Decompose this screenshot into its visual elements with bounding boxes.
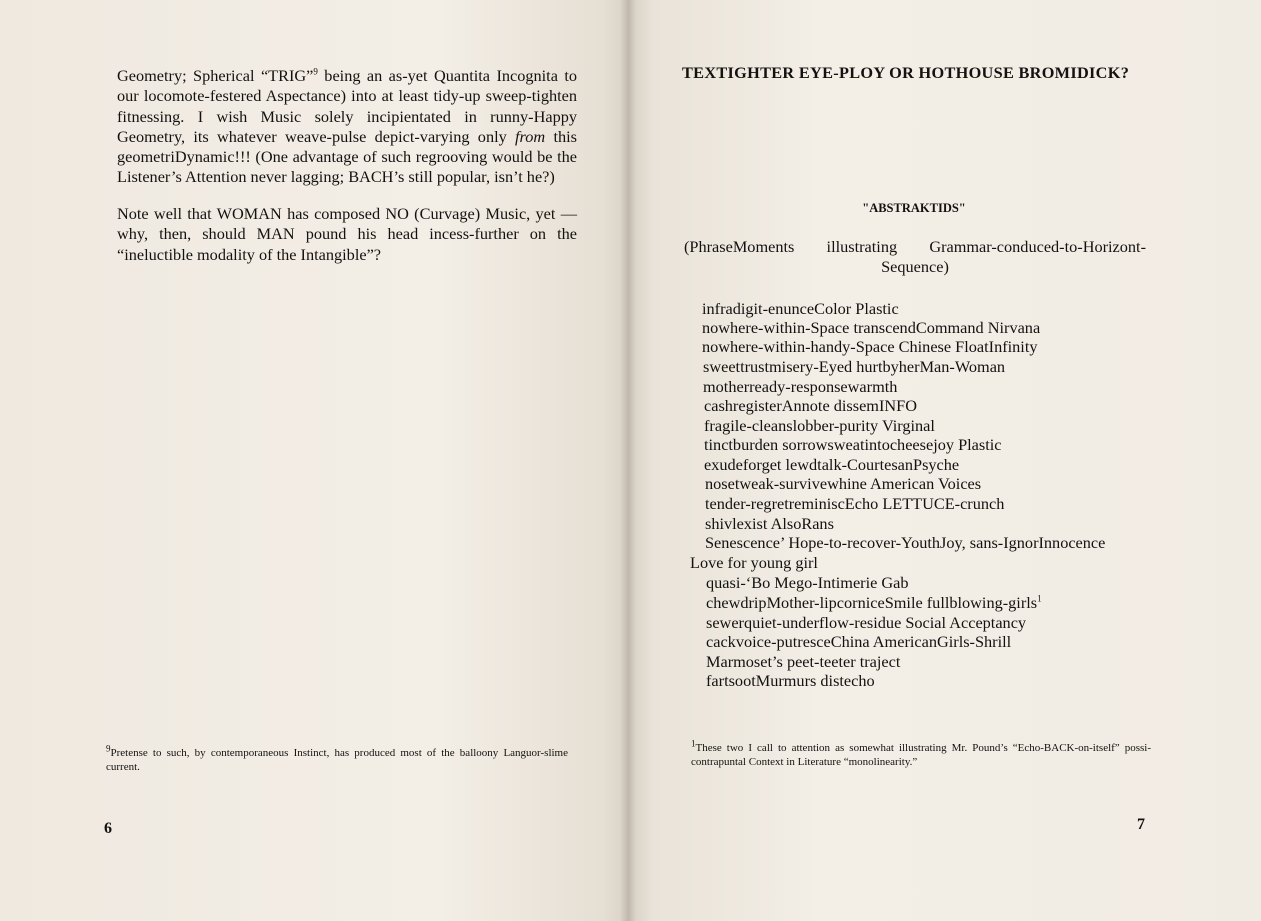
right-footnote-text: These two I call to attention as somewhat illustrating Mr. Pound’s “Echo-BACK-on-itself” possi-contrapuntal Context in Literature “monolinearity.”	[691, 742, 1151, 768]
section-intro: (PhraseMoments illustrating Grammar-conduced-to-Horizont-Sequence)	[684, 237, 1146, 277]
section-heading: "ABSTRAKTIDS"	[862, 201, 966, 215]
phrase-line: nosetweak-survivewhine American Voices	[705, 474, 982, 493]
phrase-line: quasi-‘Bo Mego-Intimerie Gab	[706, 573, 909, 592]
phrase-line: fragile-cleanslobber-purity Virginal	[704, 416, 935, 435]
phrase-line: Marmoset’s peet-teeter traject	[706, 652, 901, 671]
left-p1-part1: Geometry; Spherical “TRIG”	[117, 66, 314, 85]
phrase-line: tender-regretreminiscEcho LETTUCE-crunch	[705, 494, 1005, 513]
phrase-line: cackvoice-putresceChina AmericanGirls-Shrill	[706, 632, 1012, 651]
phrase-line: motherready-responsewarmth	[703, 377, 898, 396]
left-footnote-marker: 9	[106, 743, 111, 754]
left-paragraph-2: Note well that WOMAN has composed NO (Curvage) Music, yet — why, then, should MAN pound his head incess-further on the “ineluctible modality of the Intangible”?	[117, 204, 577, 264]
phrase-line-footnoted	[706, 593, 1042, 613]
page-number-left: 6	[104, 820, 112, 837]
left-footnote-text: Pretense to such, by contemporaneous Instinct, has produced most of the balloony Languor-slime current.	[106, 747, 568, 773]
right-footnote-marker: 1	[691, 738, 696, 749]
chapter-title: TEXTIGHTER EYE-PLOY OR HOTHOUSE BROMIDICK?	[682, 63, 1130, 82]
phrase-line: sweettrustmisery-Eyed hurtbyherMan-Woman	[703, 357, 1006, 376]
phrase-line: cashregisterAnnote dissemINFO	[704, 396, 917, 415]
phrase-line: Senescence’ Hope-to-recover-YouthJoy, sans-IgnorInnocence	[705, 533, 1106, 552]
phrase-line: Love for young girl	[690, 553, 818, 572]
left-p1-emphasis: from	[515, 126, 546, 146]
phrase-line: sewerquiet-underflow-residue Social Acceptancy	[706, 613, 1027, 632]
page-number-right: 7	[1137, 816, 1145, 833]
left-p1-part2: being an as-yet Quantita Incognita to our locomote-festered Aspectance) into at least tidy-up sweep-tighten fitnessing. I wish Music solely incipientated in runny-Happy Geometry, its whatever weave-pulse depict-varying only	[117, 66, 578, 146]
footnote-marker-9: 9	[313, 66, 318, 77]
phrase-line: nowhere-within-handy-Space Chinese FloatInfinity	[702, 337, 1038, 356]
phrase-line: nowhere-within-Space transcendCommand Nirvana	[702, 318, 1041, 337]
phrase-line: exudeforget lewdtalk-CourtesanPsyche	[704, 455, 960, 474]
footnote-marker-1: 1	[1037, 593, 1042, 604]
phrase-line: infradigit-enunceColor Plastic	[702, 299, 899, 318]
phrase-line: fartsootMurmurs distecho	[706, 671, 875, 690]
left-p1-part3: this geometriDynamic!!! (One advantage of such regrooving would be the Listener’s Attention never lagging; BACH’s still popular, isn’t he?)	[117, 126, 577, 187]
phrase-line-text: chewdripMother-lipcorniceSmile fullblowing-girls	[706, 593, 1038, 612]
phrase-line: shivlexist AlsoRans	[705, 514, 834, 533]
right-footnote	[691, 738, 1151, 769]
phrase-line: tinctburden sorrowsweatintocheesejoy Plastic	[704, 435, 1002, 454]
